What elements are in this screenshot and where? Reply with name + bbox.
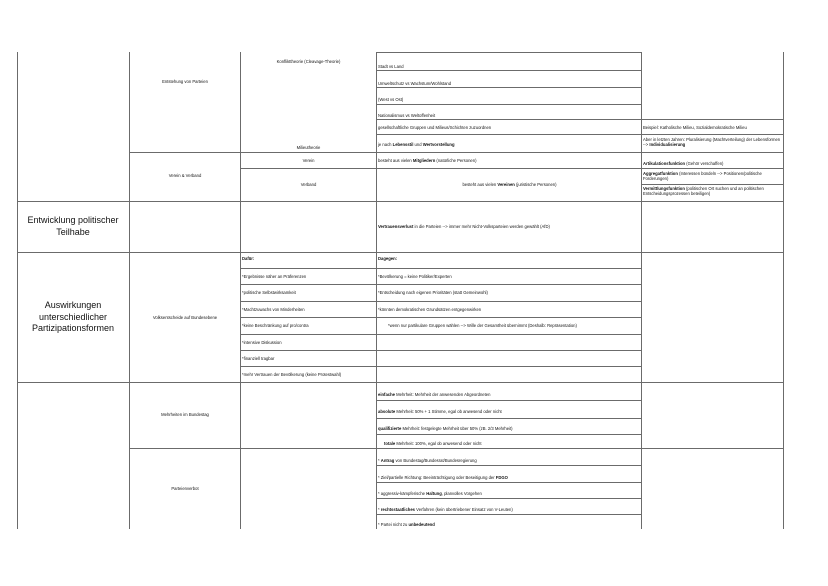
row-label-entstehung: Entstehung von Parteien [162, 79, 208, 84]
row-line [376, 87, 642, 88]
text-run: (politischen Ort suchen und an politischen Entscheidungsprozessen beteiligen) [643, 186, 764, 197]
dagegen-header [378, 256, 397, 261]
bold-term: Artikulationsfunktion [643, 161, 686, 166]
parteiverbot-item [378, 458, 477, 463]
text-run: * Partei nicht zu [378, 522, 409, 527]
dagegen-item: *Entscheidung nach eigenen Prioritäten (statt Gemeinwohl) [378, 290, 488, 295]
row-line [641, 184, 784, 185]
verein-note [643, 161, 723, 166]
mehrheit-item [378, 426, 513, 431]
konflikt-item: Stadt vs Land [378, 64, 404, 69]
milieu-note: Beispiel: Katholische Milieu, Sozialdemokratische Milieu [643, 125, 747, 130]
row-line [376, 418, 642, 419]
text-run: Mehrheit: Mehrheit der anwesenden Abgeordneten [395, 392, 491, 397]
parteiverbot-item [378, 522, 435, 527]
col-line [17, 52, 18, 529]
text-run: Mehrheit: 100%, egal ob anwesend oder nicht [395, 441, 482, 446]
parteiverbot-item [378, 507, 513, 512]
text-run: * [378, 507, 381, 512]
section-title-auswirkungen: Auswirkungen unterschiedlicher Partizipationsformen [31, 300, 115, 333]
row-line [129, 152, 784, 153]
konflikttheorie-label: Konflikttheorie (Cleavage-Theorie) [276, 59, 341, 64]
bold-term: totale [384, 441, 396, 446]
dafuer-header [242, 256, 254, 261]
col-line [240, 52, 241, 529]
row-line [376, 134, 784, 135]
text-run: * [378, 458, 381, 463]
bold-term: Aggregatfunktion [643, 171, 678, 176]
text-run: von Bundestag/Bundesrat/Bundesregierung [394, 458, 477, 463]
text-run: besteht aus vielen [462, 182, 498, 187]
text-run: (natürliche Personen) [435, 158, 477, 163]
row-line [376, 482, 642, 483]
bold-term: Haltung [426, 491, 442, 496]
text-run: * Ziel/partielle Richtung: Beeinträchtigung oder Beseitigung der [378, 475, 496, 480]
row-line [240, 268, 642, 269]
dafuer-item: *Machtzuwachs von Minderheiten [242, 307, 305, 312]
teilhabe-text [378, 224, 550, 229]
verband-text [378, 182, 641, 187]
verband-label: Verband [300, 182, 317, 187]
text-run: Mehrheit: festgelegte Mehrheit über 50% (zB. 2/3 Mehrheit) [401, 426, 513, 431]
mehrheit-item [378, 392, 490, 397]
row-line [17, 201, 784, 202]
text-run: , planvolles Vorgehen [441, 491, 482, 496]
row-line [376, 465, 642, 466]
row-label-verein-verband: Verein & Verband [168, 173, 202, 178]
text-run: (juristische Personen) [514, 182, 557, 187]
parteiverbot-item [378, 491, 482, 496]
konflikt-item: Umweltschutz vs Wachstum/Wohlstand [378, 81, 452, 86]
bold-term: Vereinen [497, 182, 515, 187]
konflikt-item: (West vs Ost) [378, 97, 404, 102]
row-line [17, 252, 784, 253]
row-line [376, 70, 642, 71]
bold-term: Vertrauensverlust [378, 224, 414, 229]
dafuer-item: *Ergebnisse näher an Präferenzen [242, 274, 307, 279]
col-line [376, 52, 377, 529]
row-line [376, 498, 642, 499]
text-run: besteht aus vielen [378, 158, 413, 163]
dagegen-item: *wenn nur partikulare Gruppen wählen --> Wille der Gesamtheit übernimmt (Deshalb: Repräsentation) [388, 323, 577, 328]
mehrheit-item [384, 441, 482, 446]
row-line [376, 119, 784, 120]
milieu-item [378, 142, 455, 147]
text-run: in die Parteien --> immer mehr Nicht-Volksparteien werden gewählt (AfD) [413, 224, 550, 229]
bold-term: absolute [378, 409, 396, 414]
dagegen-item: *Bevölkerung = keine Politiker/Experten [378, 274, 452, 279]
bold-term: Mitgliedern [412, 158, 436, 163]
row-line [240, 366, 642, 367]
row-line [240, 317, 642, 318]
bold-term: Antrag [380, 458, 395, 463]
row-line [129, 448, 784, 449]
mehrheiten-label: Mehrheiten im Bundestag [161, 412, 209, 417]
row-line [240, 334, 642, 335]
milieu-note [643, 137, 781, 147]
mehrheit-item [378, 409, 502, 414]
konflikt-item: Nationalismus vs Weltoffenheit [378, 113, 436, 118]
dafuer-item: *keine Beschränkung auf pro/contra [242, 323, 309, 328]
text-run: (Gehör verschaffen) [685, 161, 724, 166]
bold-term: qualifizierte [378, 426, 402, 431]
milieutheorie-label: Milieutheorie [296, 145, 321, 150]
row-line [376, 52, 642, 53]
text-run: Verfahren (kein übertriebener Einsatz von V-Leuten) [415, 507, 513, 512]
bold-term: Wertvorstellung [422, 142, 455, 147]
row-line [376, 514, 642, 515]
bold-term: Vermittlungsfunktion [643, 186, 685, 191]
bold-term: unbedeutend [408, 522, 435, 527]
row-line [240, 284, 642, 285]
bold-term: FDGO [495, 475, 508, 480]
row-line [376, 434, 642, 435]
bold-term: Dagegen: [378, 256, 398, 261]
bold-term: einfache [378, 392, 395, 397]
text-run: * aggressiv-kämpferische [378, 491, 427, 496]
dafuer-item: *finanziell tragbar [242, 356, 275, 361]
row-line [376, 104, 642, 105]
row-line [240, 301, 642, 302]
col-line [129, 52, 130, 529]
verein-label: Verein [302, 158, 315, 163]
row-line [376, 400, 642, 401]
bold-term: Dafür: [242, 256, 255, 261]
row-line [240, 168, 784, 169]
text-run: und [413, 142, 423, 147]
col-line [641, 52, 642, 529]
milieu-item: gesellschaftliche Gruppen und Milieus/Schichten zuzuordnen [378, 125, 492, 130]
text-run: Mehrheit: 50% + 1 Stimme, egal ob anwesend oder nicht [395, 409, 502, 414]
row-line [17, 382, 784, 383]
dafuer-item: *politische Selbstwirksamkeit [242, 290, 296, 295]
col-line [783, 52, 784, 529]
bold-term: Lebensstil [392, 142, 414, 147]
bold-term: Individualisierung [649, 142, 686, 148]
section-title-teilhabe: Entwicklung politischer Teilhabe [27, 215, 119, 237]
verband-note [643, 186, 781, 196]
verband-note [643, 171, 781, 181]
row-line [240, 350, 642, 351]
text-run: Aber in letzten Jahren: Pluralisierung (Machtverteilung) der Lebensformen --> [643, 137, 781, 148]
bold-term: rechtsstaatliches [380, 507, 416, 512]
dagegen-item: *könnten demokratischen Grundsätzen entgegenwirken [378, 307, 482, 312]
dafuer-item: *intensive Diskussion [242, 340, 282, 345]
dafuer-item: *mehr Vertrauen der Bevölkerung (keine Protestwahl) [242, 372, 342, 377]
volksentscheide-label: Volksentscheide auf Bundesebene [152, 315, 218, 320]
text-run: je nach [378, 142, 393, 147]
parteiverbot-item [378, 475, 508, 480]
text-run: (Interessen bündeln --> Positionen/politische Forderungen) [643, 171, 762, 182]
verein-text [378, 158, 476, 163]
parteiverbot-label: Parteienverbot [171, 486, 199, 491]
